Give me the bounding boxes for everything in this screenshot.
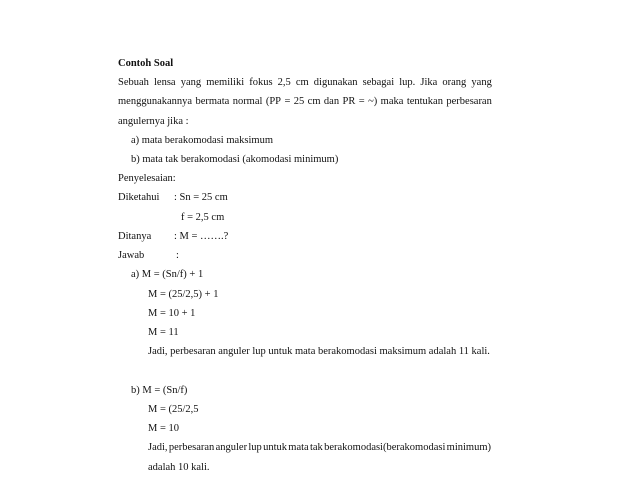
- word: untuk: [263, 442, 287, 453]
- part-b-step-2: M = (25/2,5: [148, 404, 199, 415]
- asked-label: Ditanya: [118, 231, 152, 242]
- word: menggunakannya: [118, 96, 193, 107]
- part-a-step-3: M = 10 + 1: [148, 308, 196, 319]
- word: cm: [307, 96, 321, 107]
- solution-header: Penyelesaian:: [118, 173, 176, 184]
- word: ~): [368, 96, 378, 107]
- word: normal: [232, 96, 263, 107]
- document-title: Contoh Soal: [118, 58, 174, 69]
- part-b-step-3: M = 10: [148, 423, 180, 434]
- part-b-step-1: b) M = (Sn/f): [131, 385, 188, 396]
- word: digunakan: [313, 77, 358, 88]
- problem-line-3: angulernya jika :: [118, 116, 189, 127]
- word: anguler: [215, 442, 248, 453]
- word: Jadi,: [148, 442, 168, 453]
- answer-colon: :: [176, 250, 179, 261]
- word: 25: [293, 96, 305, 107]
- part-a-step-2: M = (25/2,5) + 1: [148, 289, 219, 300]
- word: maka: [380, 96, 404, 107]
- asked-value: : M = …….?: [174, 231, 229, 242]
- part-b-conclusion-line-1: [148, 441, 491, 454]
- word: sebagai: [362, 77, 395, 88]
- word: perbesaran: [446, 96, 492, 107]
- word: tentukan: [406, 96, 443, 107]
- problem-item-b: b) mata tak berakomodasi (akomodasi minimum): [131, 154, 339, 165]
- word: yang: [471, 77, 492, 88]
- word: =: [358, 96, 365, 107]
- word: (PP: [265, 96, 282, 107]
- word: yang: [180, 77, 202, 88]
- word: =: [284, 96, 291, 107]
- word: 2,5: [277, 77, 291, 88]
- word: cm: [295, 77, 309, 88]
- part-b-conclusion-line-2: adalah 10 kali.: [148, 462, 210, 473]
- word: lensa: [154, 77, 176, 88]
- word: bermata: [195, 96, 230, 107]
- word: fokus: [249, 77, 273, 88]
- word: minimum): [446, 442, 491, 453]
- word: memiliki: [206, 77, 245, 88]
- problem-line-1: [118, 76, 492, 89]
- part-a-step-4: M = 11: [148, 327, 179, 338]
- known-value-2: f = 2,5 cm: [181, 212, 225, 223]
- word: tak: [309, 442, 323, 453]
- word: berakomodasi(berakomodasi: [324, 442, 446, 453]
- known-value-1: : Sn = 25 cm: [174, 192, 228, 203]
- word: lup.: [399, 77, 416, 88]
- problem-line-2: [118, 95, 492, 108]
- word: mata: [288, 442, 309, 453]
- word: Jika: [420, 77, 438, 88]
- word: dan: [323, 96, 340, 107]
- answer-label: Jawab: [118, 250, 145, 261]
- word: perbesaran: [168, 442, 215, 453]
- word: orang: [442, 77, 467, 88]
- word: Sebuah: [118, 77, 149, 88]
- problem-item-a: a) mata berakomodasi maksimum: [131, 135, 274, 146]
- part-a-step-1: a) M = (Sn/f) + 1: [131, 269, 204, 280]
- part-a-conclusion: Jadi, perbesaran anguler lup untuk mata berakomodasi maksimum adalah 11 kali.: [148, 346, 490, 357]
- word: PR: [342, 96, 356, 107]
- word: lup: [248, 442, 262, 453]
- known-label: Diketahui: [118, 192, 160, 203]
